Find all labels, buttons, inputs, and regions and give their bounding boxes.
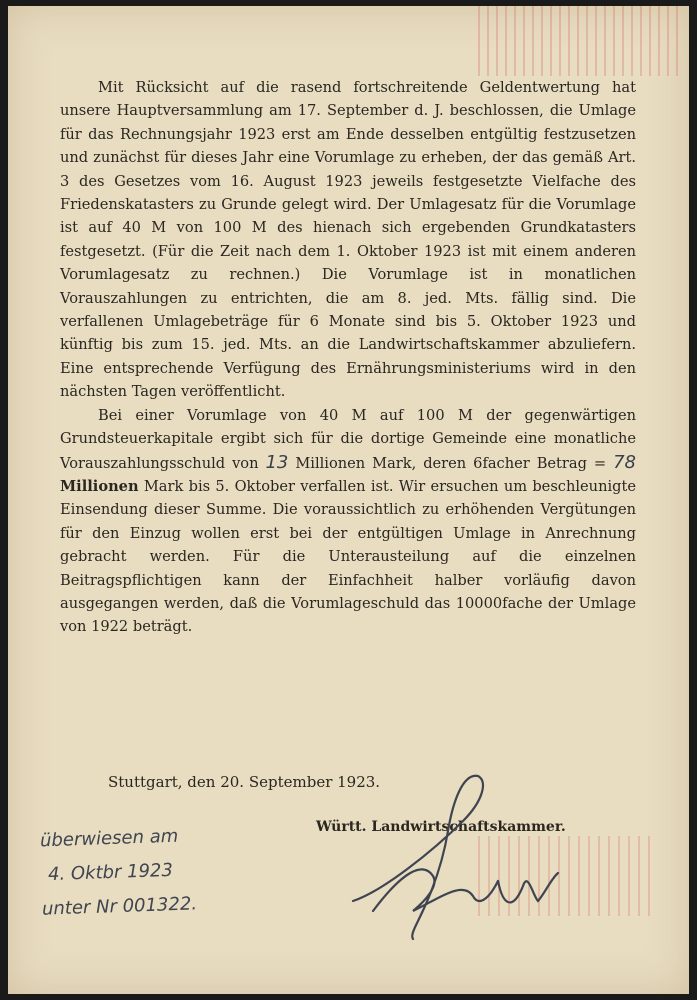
- handwritten-note-line-3: unter Nr 001322.: [41, 893, 198, 920]
- body-text: [60, 76, 636, 639]
- signature: [313, 761, 573, 951]
- place-date: Stuttgart, den 20. September 1923.: [108, 773, 381, 791]
- handwritten-monthly-amount: 13: [265, 451, 289, 473]
- handwritten-note-line-2: 4. Oktbr 1923: [47, 859, 174, 886]
- cancellation-marks-top: [478, 6, 678, 76]
- organization-name: Württ. Landwirtschaftskammer.: [316, 819, 566, 835]
- paragraph-2-part-d: Mark bis 5. Oktober verfallen ist. Wir ersuchen um beschleunigte Einsendung dieser Summe. Die voraussichtlich zu erhöhenden Vergütungen für den Einzug wollen erst bei der entgültigen Umlage in Anrechnung gebracht werden. Für die Unterausteilung auf die einzelnen Beitragspflichtigen kann der Einfachheit halber vorläufig davon ausgegangen werden, daß die Vorumlageschuld das 10000fache der Umlage von 1922 beträgt.: [60, 477, 636, 636]
- handwritten-note-line-1: überwiesen am: [39, 825, 179, 852]
- paragraph-1: Mit Rücksicht auf die rasend fortschreitende Geldentwertung hat unsere Hauptversammlung am 17. September d. J. beschlossen, die Umlage für das Rechnungsjahr 1923 erst am Ende desselben entgültig festzusetzen und zunächst für dieses Jahr eine Vorumlage zu erheben, der das gemäß Art. 3 des Gesetzes vom 16. August 1923 jeweils festgesetzte Vielfache des Friedenskatasters zu Grunde gelegt wird. Der Umlagesatz für die Vorumlage ist auf 40 M von 100 M des hienach sich ergebenden Grundkatasters festgesetzt. (Für die Zeit nach dem 1. Oktober 1923 ist mit einem anderen Vorumlagesatz zu rechnen.) Die Vorumlage ist in monatlichen Vorauszahlungen zu entrichten, die am 8. jed. Mts. fällig sind. Die verfallenen Umlagebeträge für 6 Monate sind bis 5. Oktober 1923 und künftig bis zum 15. jed. Mts. an die Landwirtschaftskammer abzuliefern. Eine entsprechende Verfügung des Ernährungsministeriums wird in den nächsten Tagen veröffentlicht.: [60, 79, 636, 401]
- handwritten-total-amount: 78: [613, 451, 636, 473]
- paragraph-2-part-c: Millionen: [60, 477, 139, 495]
- paragraph-2-part-b: Millionen Mark, deren 6facher Betrag =: [295, 454, 607, 472]
- paragraph-2-part-a: Bei einer Vorumlage von 40 M auf 100 M der gegenwärtigen Grundsteuerkapitale ergibt sich für die dortige Gemeinde eine monatliche Vorauszahlungsschuld von: [60, 406, 636, 472]
- paragraph-2: [60, 404, 636, 639]
- document-card: [8, 6, 689, 994]
